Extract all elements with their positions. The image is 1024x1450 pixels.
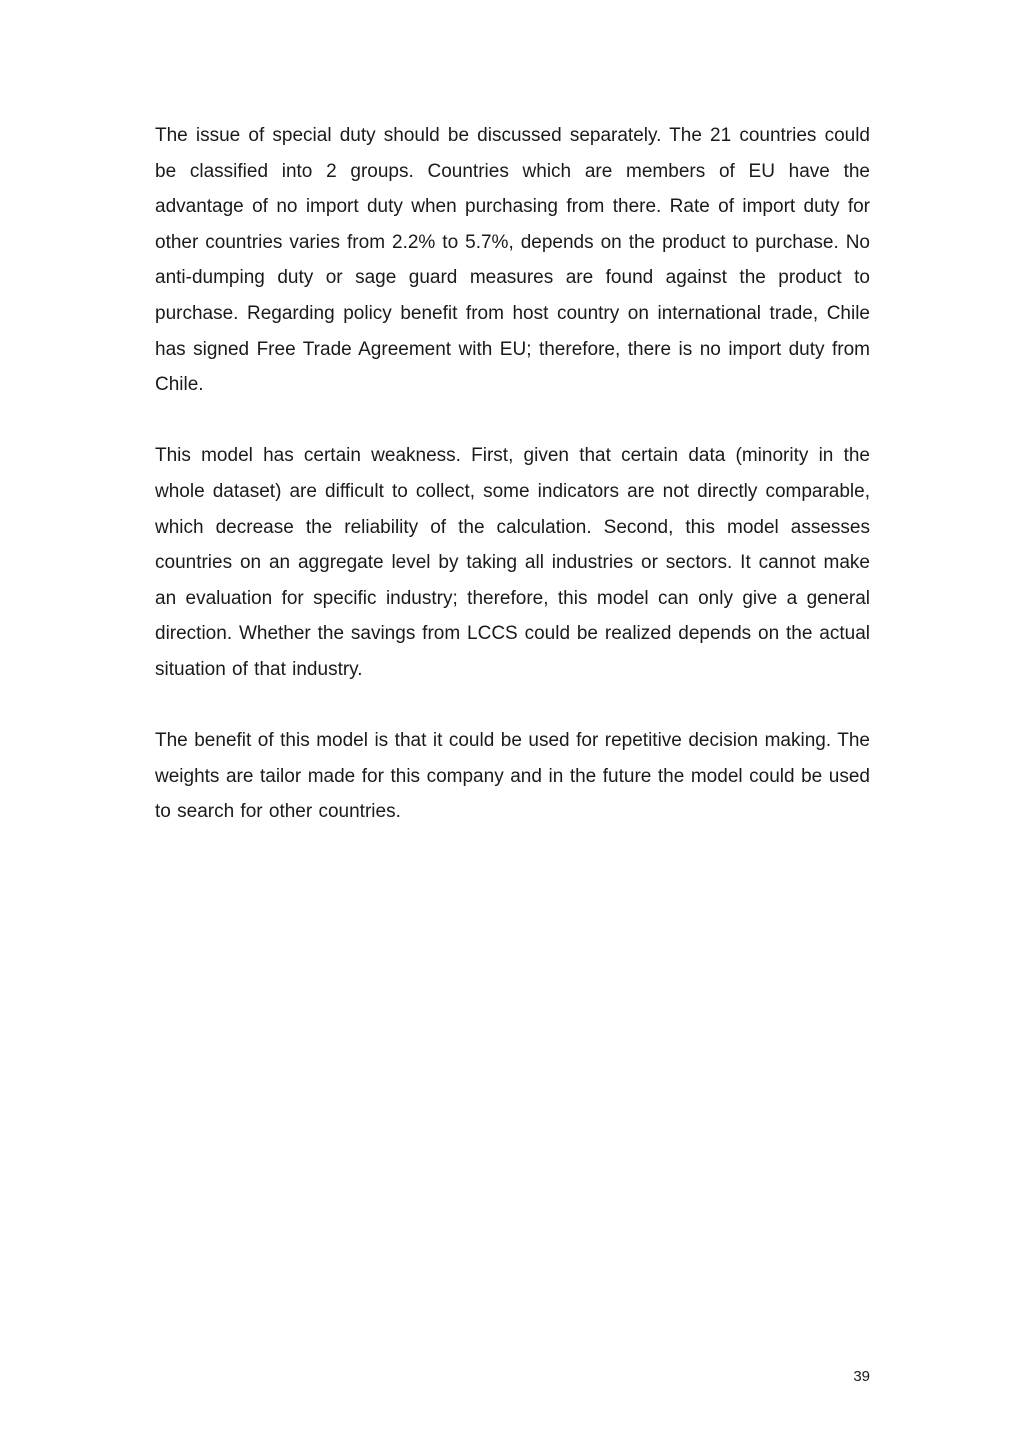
body-text xyxy=(155,118,870,830)
paragraph-model-benefit: The benefit of this model is that it could be used for repetitive decision making. The weights are tailor made for this company and in the future the model could be used to search for other countries. xyxy=(155,730,870,823)
paragraph-model-weakness: This model has certain weakness. First, given that certain data (minority in the whole dataset) are difficult to collect, some indicators are not directly comparable, which decrease the reliability of the calculation. Second, this model assesses countries on an aggregate level by taking all industries or sectors. It cannot make an evaluation for specific industry; therefore, this model can only give a general direction. Whether the savings from LCCS could be realized depends on the actual situation of that industry. xyxy=(155,445,870,680)
paragraph-special-duty: The issue of special duty should be discussed separately. The 21 countries could be classified into 2 groups. Countries which are members of EU have the advantage of no import duty when purchasing from there. Rate of import duty for other countries varies from 2.2% to 5.7%, depends on the product to purchase. No anti-dumping duty or sage guard measures are found against the product to purchase. Regarding policy benefit from host country on international trade, Chile has signed Free Trade Agreement with EU; therefore, there is no import duty from Chile. xyxy=(155,125,870,396)
page-number: 39 xyxy=(853,1368,870,1385)
